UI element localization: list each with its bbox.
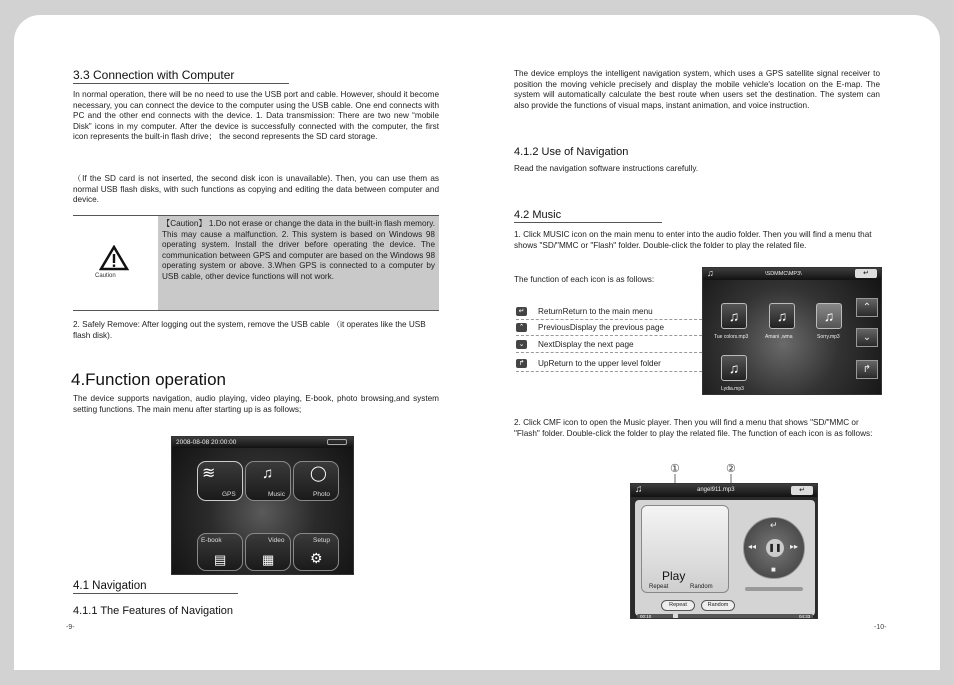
back-icon[interactable]: ↵ — [770, 520, 778, 530]
file-tile-4[interactable]: ♫ — [721, 355, 747, 381]
callout-2: ② — [726, 463, 736, 475]
main-menu-datetime: 2008-08-08 20:00:00 — [176, 439, 237, 446]
file-label-3: Sorry.mp3 — [817, 334, 840, 340]
time-elapsed: 00:10 — [640, 614, 652, 619]
section-4-1-1-title: 4.1.1 The Features of Navigation — [73, 605, 234, 617]
previous-page-button[interactable]: ⌃ — [856, 298, 878, 317]
main-menu-status-bar — [172, 437, 353, 448]
safely-remove-text: 2. Safely Remove: After logging out the system, remove the USB cable （it operates like the USB flash disk). — [73, 320, 426, 340]
icon-row-return — [516, 305, 702, 320]
player-title-bar — [631, 484, 817, 497]
section-4-1-2-title: 4.1.2 Use of Navigation — [514, 146, 629, 158]
file-tile-3[interactable]: ♫ — [816, 303, 842, 329]
file-tile-1[interactable]: ♫ — [721, 303, 747, 329]
main-menu-tile-ebook[interactable] — [197, 533, 243, 571]
icon-row-next-label: NextDisplay the next page — [538, 340, 634, 349]
music-player-screenshot — [630, 483, 818, 619]
return-icon: ↵ — [516, 307, 527, 316]
progress-handle[interactable] — [673, 613, 678, 619]
icon-row-return-label: ReturnReturn to the main menu — [538, 307, 653, 316]
playback-control-wheel — [743, 517, 805, 579]
caution-box — [73, 215, 439, 311]
volume-slider[interactable] — [745, 587, 803, 591]
caution-icon-area — [73, 216, 158, 310]
battery-icon — [327, 439, 347, 445]
tile-label-gps: GPS — [222, 491, 236, 498]
file-label-1: Tue colors.mp3 — [714, 334, 749, 340]
random-button[interactable]: Random — [701, 600, 735, 611]
icon-row-up — [516, 357, 702, 372]
navigation-paragraph: The device employs the intelligent navigation system, which uses a GPS satellite signal receiver to position the moving vehicle precisely and display the mobile vehicle's location on the E-map. The system will automatically calculate the best route when users set the destination. The system can also provide the functions of visual maps, instant animation, and voice instruction. — [514, 69, 880, 110]
section-4-paragraph: The device supports navigation, audio playing, video playing, E-book, photo browsing,and system setting functions. The main menu after starting up is as follows; — [73, 394, 439, 414]
music-folder-screenshot — [702, 267, 882, 395]
icon-row-up-label: UpReturn to the upper level folder — [538, 359, 661, 368]
music-note-icon: ♫ — [707, 268, 714, 278]
repeat-button[interactable]: Repeat — [661, 600, 695, 611]
icon-row-previous-label: PreviousDisplay the previous page — [538, 323, 665, 332]
stop-icon[interactable]: ■ — [771, 565, 776, 574]
music-paragraph-1: 1. Click MUSIC icon on the main menu to enter into the audio folder. Then you will find a menu that shows "SD/"MMC or "Flash" folder. Double-click the folder to play the related file. — [514, 230, 872, 250]
photo-icon: ◯ — [310, 465, 327, 482]
main-menu-tile-gps[interactable] — [197, 461, 243, 501]
next-track-icon[interactable]: ▸▸ — [790, 542, 799, 551]
tile-label-setup: Setup — [313, 537, 330, 544]
main-menu-tile-photo[interactable] — [293, 461, 339, 501]
icons-intro-text: The function of each icon is as follows: — [514, 275, 655, 284]
section-3-3-paragraph-2: （If the SD card is not inserted, the second disk icon is unavailable). Then, you can use them as normal USB flash disks, with such functions as copying and editing the data between computer and device. — [73, 174, 439, 205]
folder-title-bar — [703, 268, 881, 280]
section-3-3-paragraph-1: In normal operation, there will be no need to use the USB port and cable. However, should it become necessary, you can connect the device to the computer using the USB cable. One end connects with PC and the other end connects with the device. 1. Data transmission: There are two new “mobile Disk” icons in my computer. After the device is successfully connected with the computer, the first icon represents the built-in flash drive； the second represents the SD card storage. — [73, 90, 439, 142]
tile-label-video: Video — [268, 537, 285, 544]
main-menu-tile-music[interactable] — [245, 461, 291, 501]
caution-text: 【Caution】 1.Do not erase or change the data in the built-in flash memory. This may cause a malfunction. 2. This system is based on Windows 98 operating system. Install the driver before operating the device. The communication between GPS and computer are based on the Windows 98 operating system or above. 3.When GPS is connected to a computer by USB cable, other device functions will not work. — [158, 216, 439, 310]
main-menu-tile-setup[interactable] — [293, 533, 339, 571]
return-button[interactable]: ↵ — [791, 486, 813, 495]
previous-page-icon: ⌃ — [516, 323, 527, 332]
file-label-2: Amani ,wma — [765, 334, 793, 340]
file-tile-2[interactable]: ♫ — [769, 303, 795, 329]
section-3-3-title: 3.3 Connection with Computer — [73, 68, 289, 84]
section-4-title: 4.Function operation — [71, 370, 226, 389]
icon-row-next — [516, 338, 702, 353]
player-filename: angel911.mp3 — [697, 487, 735, 493]
icon-row-previous — [516, 321, 702, 336]
next-page-button[interactable]: ⌄ — [856, 328, 878, 347]
music-paragraph-2: 2. Click CMF icon to open the Music player. Then you will find a menu that shows "SD/"MMC or "Flash" folder. Double-click the folder to play the related file. The function of each icon is as follows: — [514, 418, 873, 438]
section-4-1-2-paragraph: Read the navigation software instructions carefully. — [514, 164, 699, 173]
gear-icon: ⚙ — [310, 550, 323, 566]
right-page-number: -10- — [874, 624, 887, 631]
play-label: Play — [662, 569, 686, 583]
section-4-2-title: 4.2 Music — [514, 209, 662, 223]
up-folder-icon: ↱ — [516, 359, 527, 368]
up-folder-button[interactable]: ↱ — [856, 360, 878, 379]
return-button[interactable]: ↵ — [855, 269, 877, 278]
left-page-number: -9- — [66, 624, 75, 631]
satellite-icon: ≋ — [202, 465, 216, 482]
section-4-1-title: 4.1 Navigation — [73, 580, 238, 594]
film-icon: ▦ — [262, 552, 275, 567]
random-label: Random — [690, 584, 713, 590]
repeat-label: Repeat — [649, 584, 669, 590]
pause-button[interactable]: ❚❚ — [766, 539, 784, 557]
album-art-area — [641, 505, 729, 593]
tile-label-ebook: E-book — [201, 537, 222, 544]
main-menu-tile-video[interactable] — [245, 533, 291, 571]
document-icon: ▤ — [214, 552, 227, 567]
tile-label-photo: Photo — [313, 491, 330, 498]
caution-icon-label: Caution — [95, 273, 116, 279]
warning-triangle-icon — [99, 245, 129, 271]
music-note-icon: ♫ — [635, 484, 643, 495]
next-page-icon: ⌄ — [516, 340, 527, 349]
time-total: 04:33 — [799, 614, 811, 619]
previous-track-icon[interactable]: ◂◂ — [748, 542, 757, 551]
file-label-4: Lydia.mp3 — [721, 386, 744, 392]
main-menu-screenshot — [171, 436, 354, 575]
callout-1: ① — [670, 463, 680, 475]
document-page — [14, 15, 940, 670]
tile-label-music: Music — [268, 491, 285, 498]
music-note-icon: ♫ — [262, 465, 274, 482]
folder-path: \SDMMC\MP3\ — [765, 271, 802, 277]
progress-track[interactable] — [637, 614, 813, 619]
